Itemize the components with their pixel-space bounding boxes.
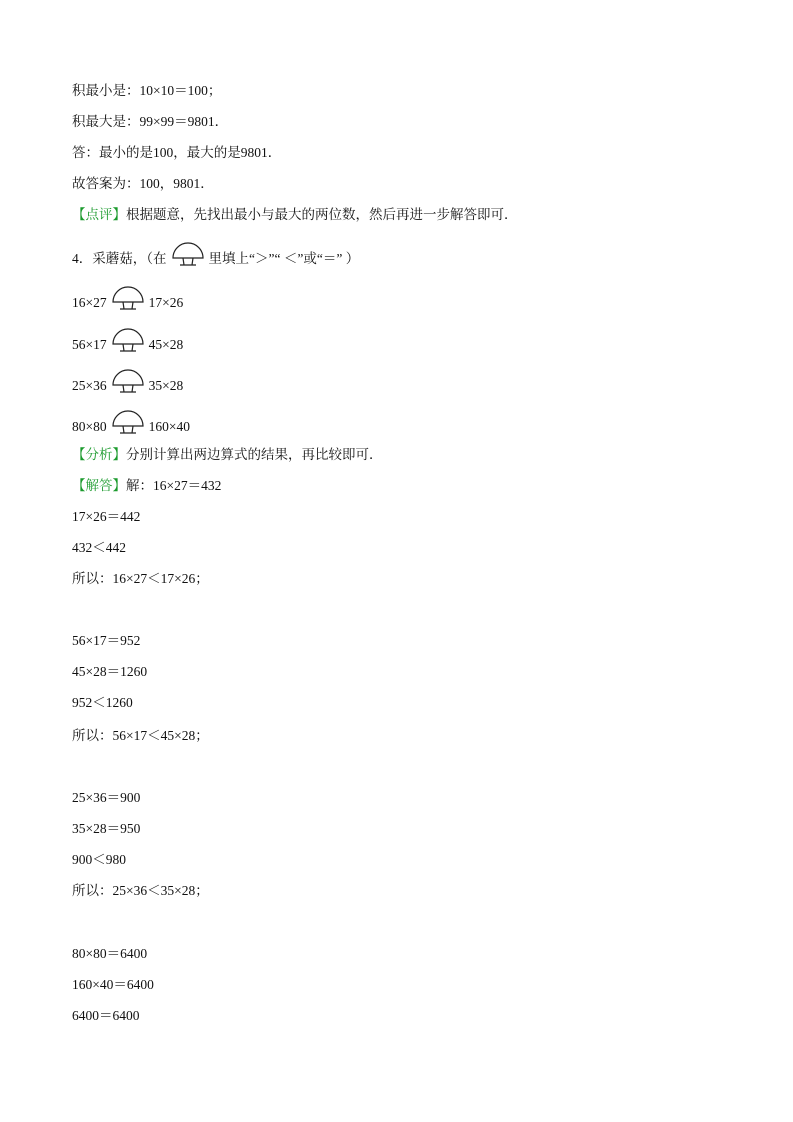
work-conclusion: 所以：56×17＜45×28； — [72, 728, 209, 743]
line-final-answer: 故答案为：100，9801． — [72, 176, 214, 191]
work-line: 952＜1260 — [72, 695, 133, 710]
line-max-product: 积最大是：99×99＝9801． — [72, 114, 229, 129]
comparison-row-3 — [72, 363, 183, 395]
review-text: 根据题意，先找出最小与最大的两位数，然后再进一步解答即可． — [126, 207, 518, 222]
comparison-right: 17×26 — [148, 295, 184, 310]
comparison-left: 56×17 — [72, 337, 107, 352]
comparison-row-4 — [72, 404, 190, 436]
mushroom-icon — [171, 238, 205, 270]
work-line: 160×40＝6400 — [72, 977, 154, 992]
question-prefix: 4．采蘑菇，（在 — [72, 251, 167, 266]
question-suffix: 里填上“＞”“ ＜”或“＝” ） — [208, 251, 360, 266]
mushroom-answer-slot[interactable] — [111, 365, 145, 397]
mushroom-answer-slot[interactable] — [111, 282, 145, 314]
work-line: 35×28＝950 — [72, 821, 141, 836]
comparison-row-1 — [72, 280, 183, 312]
work-line: 56×17＝952 — [72, 633, 141, 648]
comparison-right: 160×40 — [148, 419, 190, 434]
work-line: 432＜442 — [72, 540, 126, 555]
work-line: 900＜980 — [72, 852, 126, 867]
solution-tag: 【解答】 — [72, 478, 126, 493]
review-tag: 【点评】 — [72, 207, 126, 222]
work-conclusion: 所以：16×27＜17×26； — [72, 571, 209, 586]
comparison-left: 80×80 — [72, 419, 107, 434]
work-line: 45×28＝1260 — [72, 664, 148, 679]
line-min-product: 积最小是：10×10＝100； — [72, 83, 222, 98]
comparison-left: 25×36 — [72, 378, 107, 393]
comparison-row-2 — [72, 322, 183, 354]
analysis-line — [72, 446, 383, 464]
comparison-right: 35×28 — [148, 378, 184, 393]
work-line: 25×36＝900 — [72, 790, 141, 805]
comparison-right: 45×28 — [148, 337, 184, 352]
work-conclusion: 所以：25×36＜35×28； — [72, 883, 209, 898]
review-line — [72, 206, 518, 224]
solution-line — [72, 477, 221, 495]
analysis-tag: 【分析】 — [72, 447, 126, 462]
question-line — [72, 236, 359, 268]
work-line: 6400＝6400 — [72, 1008, 140, 1023]
line-answer: 答：最小的是100，最大的是9801． — [72, 145, 282, 160]
mushroom-answer-slot[interactable] — [111, 324, 145, 356]
comparison-left: 16×27 — [72, 295, 107, 310]
analysis-text: 分别计算出两边算式的结果，再比较即可． — [126, 447, 383, 462]
solution-text: 解：16×27＝432 — [126, 478, 222, 493]
mushroom-answer-slot[interactable] — [111, 406, 145, 438]
work-line: 17×26＝442 — [72, 509, 141, 524]
work-line: 80×80＝6400 — [72, 946, 148, 961]
